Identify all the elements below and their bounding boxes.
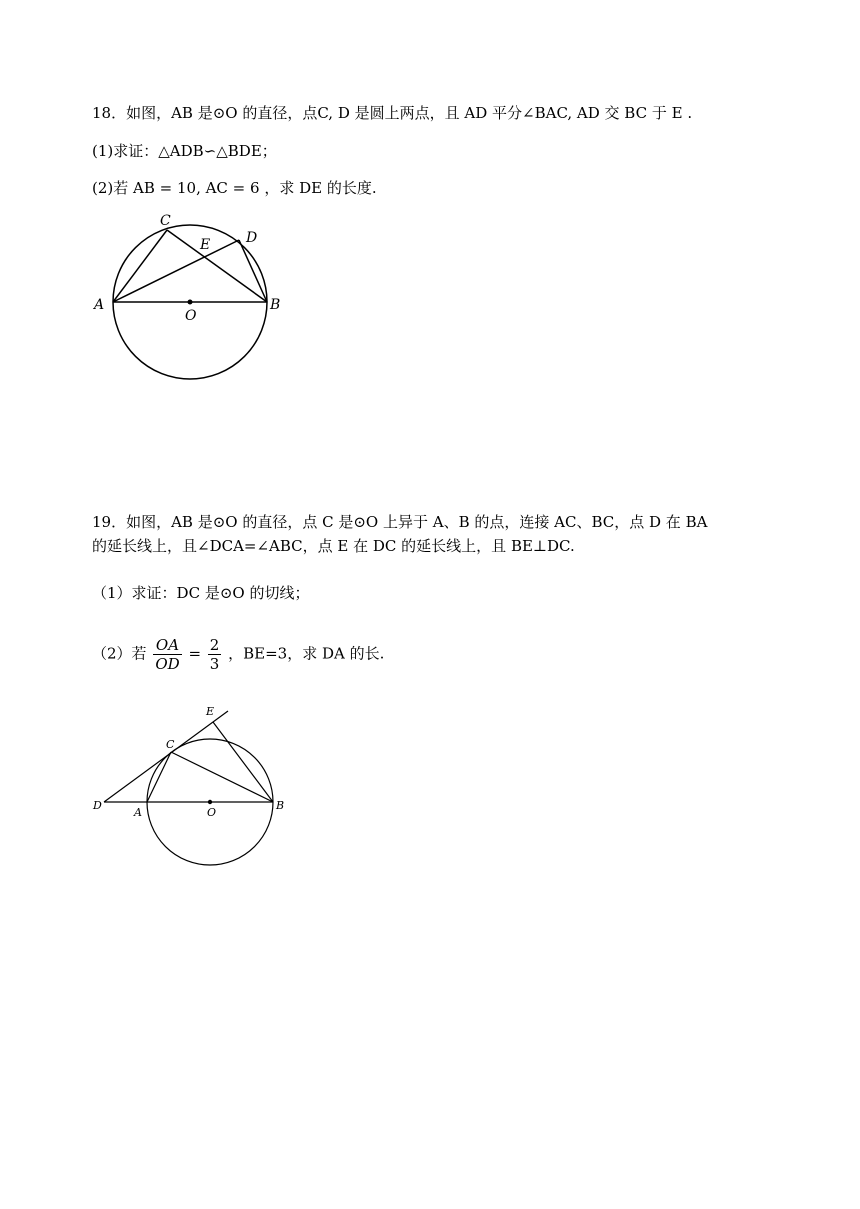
fig1-center-dot — [188, 300, 193, 305]
q18-part1: (1)求证：△ADB∽△BDE； — [92, 142, 277, 160]
q19-stem-line2: 的延长线上，且∠DCA=∠ABC，点 E 在 DC 的延长线上，且 BE⊥DC. — [92, 537, 575, 555]
q18-figure — [88, 210, 288, 385]
frac1-numerator: OA — [153, 636, 181, 655]
q19-figure — [88, 700, 288, 875]
fig2-label-B: B — [276, 799, 285, 812]
frac2-denominator: 3 — [209, 655, 220, 673]
equals-sign: = — [188, 644, 202, 663]
frac1-denominator: OD — [155, 655, 180, 673]
fig2-center-dot — [208, 800, 212, 804]
fig1-seg-AD — [113, 240, 239, 302]
frac2-numerator: 2 — [209, 636, 220, 654]
fig2-label-E: E — [206, 705, 215, 718]
q18-stem: 18．如图，AB 是⊙O 的直径，点C, D 是圆上两点，且 AD 平分∠BAC, AD 交 BC 于 E . — [92, 104, 693, 122]
fig2-label-D: D — [93, 799, 102, 812]
fig1-label-A: A — [94, 297, 105, 313]
fig2-seg-BE — [213, 722, 273, 802]
fig1-label-D: D — [246, 230, 258, 246]
q19-part1: （1）求证：DC 是⊙O 的切线； — [92, 584, 310, 602]
fig2-seg-CB — [171, 752, 273, 802]
q19-fraction-2-3 — [208, 636, 222, 673]
q19-part2 — [92, 636, 384, 673]
fig2-label-A: A — [134, 806, 142, 819]
q19-stem-line1: 19．如图，AB 是⊙O 的直径，点 C 是⊙O 上异于 A、B 的点，连接 AC、BC，点 D 在 BA — [92, 513, 708, 531]
fig1-label-O: O — [185, 308, 197, 324]
fig2-label-O: O — [207, 806, 217, 819]
fig2-label-C: C — [166, 738, 175, 751]
fig1-label-B: B — [270, 297, 281, 313]
q19-part2-prefix: （2）若 — [92, 644, 147, 663]
fig2-seg-AC — [147, 752, 171, 802]
q19-part2-suffix: ，BE=3，求 DA 的长. — [228, 644, 385, 663]
fig2-line-DE — [104, 711, 228, 802]
fig1-label-E: E — [200, 237, 211, 253]
q19-fraction-oa-od — [153, 636, 181, 673]
fig1-label-C: C — [160, 213, 171, 229]
q18-part2: (2)若 AB = 10, AC = 6 ，求 DE 的长度. — [92, 179, 377, 197]
